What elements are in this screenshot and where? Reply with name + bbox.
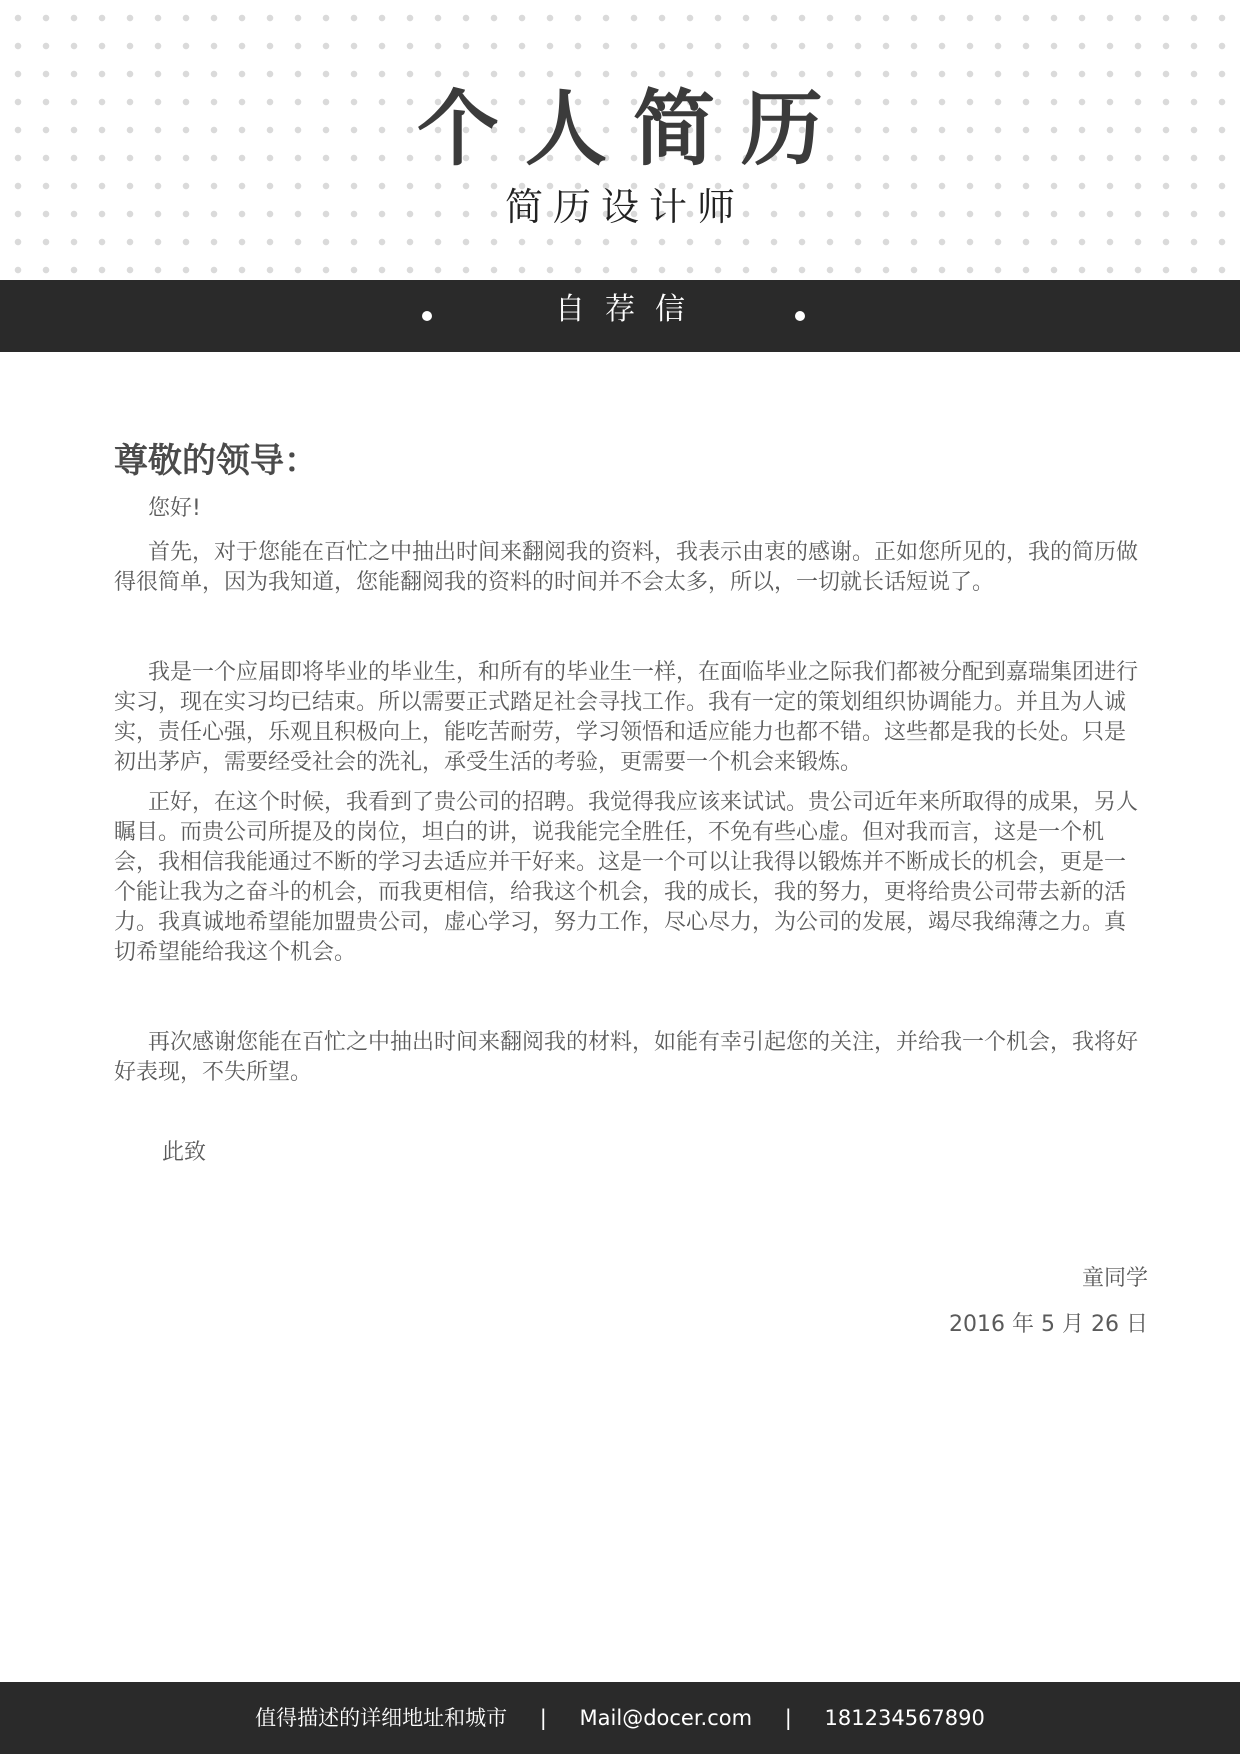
letter-paragraph-3: 正好，在这个时候，我看到了贵公司的招聘。我觉得我应该来试试。贵公司近年来所取得的成果，另人瞩目。而贵公司所提及的岗位，坦白的讲，说我能完全胜任，不免有些心虚。但对我而言，这是一个机会，我相信我能通过不断的学习去适应并干好来。这是一个可以让我得以锻炼并不断成长的机会，更是一个能让我为之奋斗的机会，而我更相信，给我这个机会，我的成长，我的努力，更将给贵公司带去新的活力。我真诚地希望能加盟贵公司，虚心学习，努力工作，尽心尽力，为公司的发展，竭尽我绵薄之力。真切希望能给我这个机会。 xyxy=(114,790,1139,965)
resume-title: 个人简历 xyxy=(416,82,849,177)
letter-body xyxy=(114,436,1144,1178)
letter-paragraph-1: 首先，对于您能在百忙之中抽出时间来翻阅我的资料，我表示由衷的感谢。正如您所见的，我的简历做得很简单，因为我知道，您能翻阅我的资料的时间并不会太多，所以，一切就长话短说了。 xyxy=(114,540,1139,595)
paragraph-gap xyxy=(114,608,1144,658)
paragraph-gap xyxy=(114,978,1144,1028)
letter-paragraph-4: 再次感谢您能在百忙之中抽出时间来翻阅我的材料，如能有幸引起您的关注，并给我一个机会，我将好好表现，不失所望。 xyxy=(114,1030,1139,1085)
footer-phone: 181234567890 xyxy=(824,1706,985,1730)
contact-footer xyxy=(0,1682,1240,1754)
resume-subtitle: 简历设计师 xyxy=(504,185,745,229)
letter-greeting: 尊敬的领导： xyxy=(114,441,318,481)
banner-title: 自荐信 xyxy=(555,292,705,327)
letter-signer: 童同学 xyxy=(1081,1266,1148,1291)
footer-email: Mail@docer.com xyxy=(579,1706,753,1730)
footer-address: 值得描述的详细地址和城市 xyxy=(255,1706,508,1730)
letter-date: 2016 年 5 月 26 日 xyxy=(949,1312,1148,1337)
letter-closing: 此致 xyxy=(162,1140,207,1165)
letter-hello: 您好! xyxy=(148,496,201,521)
letter-signature-block xyxy=(949,1256,1148,1348)
letter-paragraph-2: 我是一个应届即将毕业的毕业生，和所有的毕业生一样，在面临毕业之际我们都被分配到嘉瑞集团进行实习，现在实习均已结束。所以需要正式踏足社会寻找工作。我有一定的策划组织协调能力。并且为人诚实，责任心强，乐观且积极向上，能吃苦耐劳，学习领悟和适应能力也都不错。这些都是我的长处。只是初出茅庐，需要经受社会的洗礼，承受生活的考验，更需要一个机会来锻炼。 xyxy=(114,660,1139,775)
footer-separator: | xyxy=(784,1706,792,1730)
footer-separator: | xyxy=(539,1706,547,1730)
